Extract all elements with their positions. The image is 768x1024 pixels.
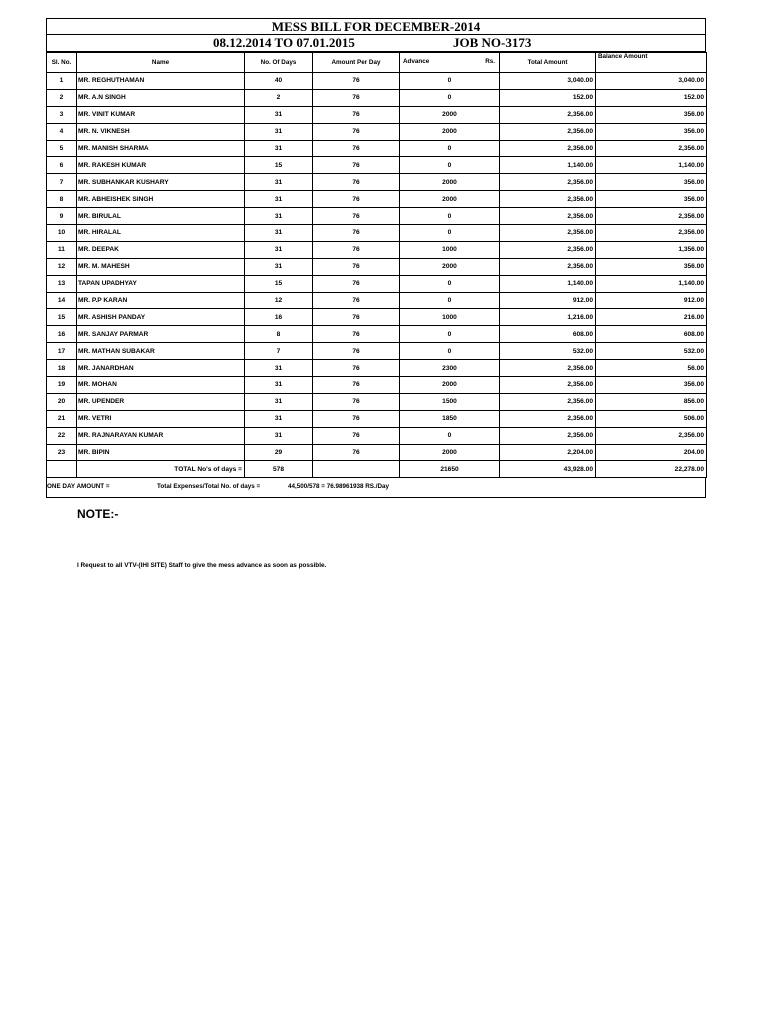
cell-advance: 0 (400, 292, 500, 309)
cell-total: 2,356.00 (500, 410, 596, 427)
bill-subtitle-row (46, 34, 706, 52)
cell-days: 31 (245, 191, 313, 208)
cell-sl: 5 (47, 140, 77, 157)
cell-rate: 76 (313, 208, 400, 225)
cell-balance: 356.00 (596, 123, 707, 140)
cell-rate: 76 (313, 410, 400, 427)
cell-name: MR. JANARDHAN (77, 360, 245, 377)
note-heading: NOTE:- (77, 507, 119, 521)
cell-rate: 76 (313, 377, 400, 394)
cell-rate: 76 (313, 343, 400, 360)
totals-row (47, 461, 707, 478)
cell-days: 31 (245, 427, 313, 444)
cell-total: 2,356.00 (500, 393, 596, 410)
cell-advance: 0 (400, 225, 500, 242)
cell-sl: 2 (47, 89, 77, 106)
cell-days: 31 (245, 123, 313, 140)
cell-total: 2,356.00 (500, 191, 596, 208)
cell-sl: 19 (47, 377, 77, 394)
cell-total: 2,356.00 (500, 377, 596, 394)
cell-advance: 2000 (400, 258, 500, 275)
col-header-days: No. Of Days (245, 53, 313, 73)
cell-days: 31 (245, 106, 313, 123)
cell-total: 1,216.00 (500, 309, 596, 326)
col-header-rs-label: Rs. (485, 58, 495, 65)
cell-rate: 76 (313, 191, 400, 208)
cell-sl: 12 (47, 258, 77, 275)
col-header-advance-label: Advance (403, 58, 430, 65)
cell-advance: 1000 (400, 309, 500, 326)
cell-total: 2,356.00 (500, 360, 596, 377)
cell-sl: 20 (47, 393, 77, 410)
cell-advance: 0 (400, 275, 500, 292)
table-row (47, 73, 707, 90)
cell-rate: 76 (313, 309, 400, 326)
cell-sl: 6 (47, 157, 77, 174)
cell-total: 2,356.00 (500, 208, 596, 225)
cell-rate: 76 (313, 393, 400, 410)
cell-rate: 76 (313, 106, 400, 123)
cell-advance: 2300 (400, 360, 500, 377)
cell-balance: 152.00 (596, 89, 707, 106)
cell-rate: 76 (313, 140, 400, 157)
cell-sl: 22 (47, 427, 77, 444)
table-row (47, 309, 707, 326)
cell-balance: 3,040.00 (596, 73, 707, 90)
cell-total: 2,356.00 (500, 241, 596, 258)
cell-sl: 8 (47, 191, 77, 208)
cell-balance: 856.00 (596, 393, 707, 410)
cell-days: 15 (245, 275, 313, 292)
cell-advance: 0 (400, 427, 500, 444)
cell-sl: 3 (47, 106, 77, 123)
cell-balance: 356.00 (596, 377, 707, 394)
table-row (47, 174, 707, 191)
table-row (47, 106, 707, 123)
expenses-formula-label: Total Expenses/Total No. of days = (157, 483, 261, 491)
cell-name: MR. UPENDER (77, 393, 245, 410)
totals-amount: 43,928.00 (500, 461, 596, 478)
cell-balance: 204.00 (596, 444, 707, 461)
cell-name: MR. ABHEISHEK SINGH (77, 191, 245, 208)
cell-name: MR. BIPIN (77, 444, 245, 461)
cell-advance: 0 (400, 326, 500, 343)
cell-total: 532.00 (500, 343, 596, 360)
cell-rate: 76 (313, 292, 400, 309)
cell-rate: 76 (313, 258, 400, 275)
cell-name: MR. HIRALAL (77, 225, 245, 242)
cell-total: 2,356.00 (500, 140, 596, 157)
table-row (47, 89, 707, 106)
cell-rate: 76 (313, 123, 400, 140)
cell-sl: 18 (47, 360, 77, 377)
cell-rate: 76 (313, 174, 400, 191)
cell-advance: 0 (400, 208, 500, 225)
cell-balance: 608.00 (596, 326, 707, 343)
table-row (47, 225, 707, 242)
cell-advance: 1000 (400, 241, 500, 258)
cell-days: 31 (245, 241, 313, 258)
table-row (47, 140, 707, 157)
cell-total: 2,356.00 (500, 427, 596, 444)
cell-balance: 2,356.00 (596, 140, 707, 157)
cell-advance: 1850 (400, 410, 500, 427)
cell-balance: 356.00 (596, 174, 707, 191)
cell-advance: 0 (400, 73, 500, 90)
cell-balance: 532.00 (596, 343, 707, 360)
cell-sl: 10 (47, 225, 77, 242)
job-number: JOB NO-3173 (453, 35, 532, 50)
cell-rate: 76 (313, 89, 400, 106)
cell-balance: 912.00 (596, 292, 707, 309)
col-header-name: Name (77, 53, 245, 73)
cell-advance: 2000 (400, 377, 500, 394)
cell-rate: 76 (313, 427, 400, 444)
bill-table (46, 52, 707, 478)
cell-sl: 23 (47, 444, 77, 461)
cell-days: 31 (245, 208, 313, 225)
cell-name: MR. N. VIKNESH (77, 123, 245, 140)
per-day-calculation: 44,500/578 = 76.98961938 RS./Day (288, 483, 390, 491)
cell-total: 2,356.00 (500, 123, 596, 140)
cell-days: 40 (245, 73, 313, 90)
cell-total: 152.00 (500, 89, 596, 106)
col-header-sl: Sl. No. (47, 53, 77, 73)
cell-name: MR. SANJAY PARMAR (77, 326, 245, 343)
cell-rate: 76 (313, 225, 400, 242)
cell-sl: 16 (47, 326, 77, 343)
cell-days: 2 (245, 89, 313, 106)
cell-balance: 2,356.00 (596, 208, 707, 225)
cell-balance: 56.00 (596, 360, 707, 377)
cell-sl: 7 (47, 174, 77, 191)
cell-rate: 76 (313, 157, 400, 174)
cell-advance: 0 (400, 89, 500, 106)
cell-balance: 356.00 (596, 191, 707, 208)
cell-name: MR. VINIT KUMAR (77, 106, 245, 123)
totals-label: TOTAL No's of days = (77, 461, 245, 478)
cell-name: MR. VETRI (77, 410, 245, 427)
cell-sl: 21 (47, 410, 77, 427)
mess-bill-sheet (46, 18, 706, 498)
cell-sl: 13 (47, 275, 77, 292)
table-row (47, 241, 707, 258)
cell-balance: 1,356.00 (596, 241, 707, 258)
col-header-total: Total Amount (500, 53, 596, 73)
cell-sl: 1 (47, 73, 77, 90)
cell-days: 31 (245, 140, 313, 157)
table-row (47, 123, 707, 140)
cell-days: 29 (245, 444, 313, 461)
cell-sl: 11 (47, 241, 77, 258)
col-header-rate: Amount Per Day (313, 53, 400, 73)
cell-sl: 14 (47, 292, 77, 309)
one-day-amount-label: ONE DAY AMOUNT = (47, 483, 110, 491)
cell-name: MR. ASHISH PANDAY (77, 309, 245, 326)
cell-days: 7 (245, 343, 313, 360)
table-row (47, 292, 707, 309)
cell-name: MR. P.P KARAN (77, 292, 245, 309)
cell-total: 1,140.00 (500, 157, 596, 174)
cell-name: MR. MATHAN SUBAKAR (77, 343, 245, 360)
cell-advance: 0 (400, 157, 500, 174)
cell-days: 31 (245, 377, 313, 394)
cell-days: 31 (245, 393, 313, 410)
cell-balance: 2,356.00 (596, 225, 707, 242)
cell-total: 3,040.00 (500, 73, 596, 90)
cell-total: 912.00 (500, 292, 596, 309)
cell-name: MR. M. MAHESH (77, 258, 245, 275)
cell-balance: 1,140.00 (596, 275, 707, 292)
cell-balance: 216.00 (596, 309, 707, 326)
cell-name: MR. DEEPAK (77, 241, 245, 258)
cell-advance: 2000 (400, 123, 500, 140)
cell-name: MR. MANISH SHARMA (77, 140, 245, 157)
cell-sl: 4 (47, 123, 77, 140)
cell-advance: 2000 (400, 174, 500, 191)
cell-total: 2,204.00 (500, 444, 596, 461)
cell-sl: 17 (47, 343, 77, 360)
cell-total: 1,140.00 (500, 275, 596, 292)
cell-rate: 76 (313, 326, 400, 343)
cell-advance: 2000 (400, 106, 500, 123)
cell-advance: 1500 (400, 393, 500, 410)
table-row (47, 360, 707, 377)
cell-rate: 76 (313, 241, 400, 258)
cell-days: 12 (245, 292, 313, 309)
cell-rate: 76 (313, 73, 400, 90)
cell-balance: 2,356.00 (596, 427, 707, 444)
table-row (47, 444, 707, 461)
table-row (47, 427, 707, 444)
cell-name: MR. BIRULAL (77, 208, 245, 225)
cell-advance: 2000 (400, 444, 500, 461)
cell-name: MR. RAKESH KUMAR (77, 157, 245, 174)
cell-total: 2,356.00 (500, 225, 596, 242)
totals-days: 578 (245, 461, 313, 478)
cell-days: 16 (245, 309, 313, 326)
cell-balance: 1,140.00 (596, 157, 707, 174)
table-row (47, 410, 707, 427)
cell-advance: 0 (400, 343, 500, 360)
table-row (47, 258, 707, 275)
cell-advance: 0 (400, 140, 500, 157)
cell-days: 15 (245, 157, 313, 174)
cell-sl: 9 (47, 208, 77, 225)
cell-sl: 15 (47, 309, 77, 326)
col-header-balance: Balance Amount (596, 53, 707, 73)
totals-balance: 22,278.00 (596, 461, 707, 478)
table-row (47, 326, 707, 343)
cell-rate: 76 (313, 275, 400, 292)
cell-total: 608.00 (500, 326, 596, 343)
request-text: I Request to all VTV-(IHI SITE) Staff to give the mess advance as soon as possible. (77, 562, 327, 569)
bill-title: MESS BILL FOR DECEMBER-2014 (46, 18, 706, 34)
cell-balance: 356.00 (596, 106, 707, 123)
cell-days: 31 (245, 360, 313, 377)
cell-name: TAPAN UPADHYAY (77, 275, 245, 292)
cell-rate: 76 (313, 360, 400, 377)
table-row (47, 208, 707, 225)
totals-advance: 21650 (400, 461, 500, 478)
table-row (47, 191, 707, 208)
table-row (47, 157, 707, 174)
cell-advance: 2000 (400, 191, 500, 208)
table-row (47, 275, 707, 292)
cell-name: MR. RAJNARAYAN KUMAR (77, 427, 245, 444)
cell-name: MR. SUBHANKAR KUSHARY (77, 174, 245, 191)
table-header-row (47, 53, 707, 73)
col-header-advance (400, 53, 500, 73)
table-row (47, 377, 707, 394)
cell-days: 31 (245, 410, 313, 427)
cell-days: 31 (245, 258, 313, 275)
cell-balance: 356.00 (596, 258, 707, 275)
cell-name: MR. REGHUTHAMAN (77, 73, 245, 90)
one-day-amount-row (46, 478, 706, 498)
cell-name: MR. A.N SINGH (77, 89, 245, 106)
cell-total: 2,356.00 (500, 258, 596, 275)
cell-days: 8 (245, 326, 313, 343)
bill-period: 08.12.2014 TO 07.01.2015 (213, 35, 355, 50)
cell-rate: 76 (313, 444, 400, 461)
table-row (47, 343, 707, 360)
cell-balance: 506.00 (596, 410, 707, 427)
cell-total: 2,356.00 (500, 106, 596, 123)
table-body (47, 73, 707, 461)
cell-days: 31 (245, 225, 313, 242)
table-row (47, 393, 707, 410)
cell-name: MR. MOHAN (77, 377, 245, 394)
cell-days: 31 (245, 174, 313, 191)
cell-total: 2,356.00 (500, 174, 596, 191)
